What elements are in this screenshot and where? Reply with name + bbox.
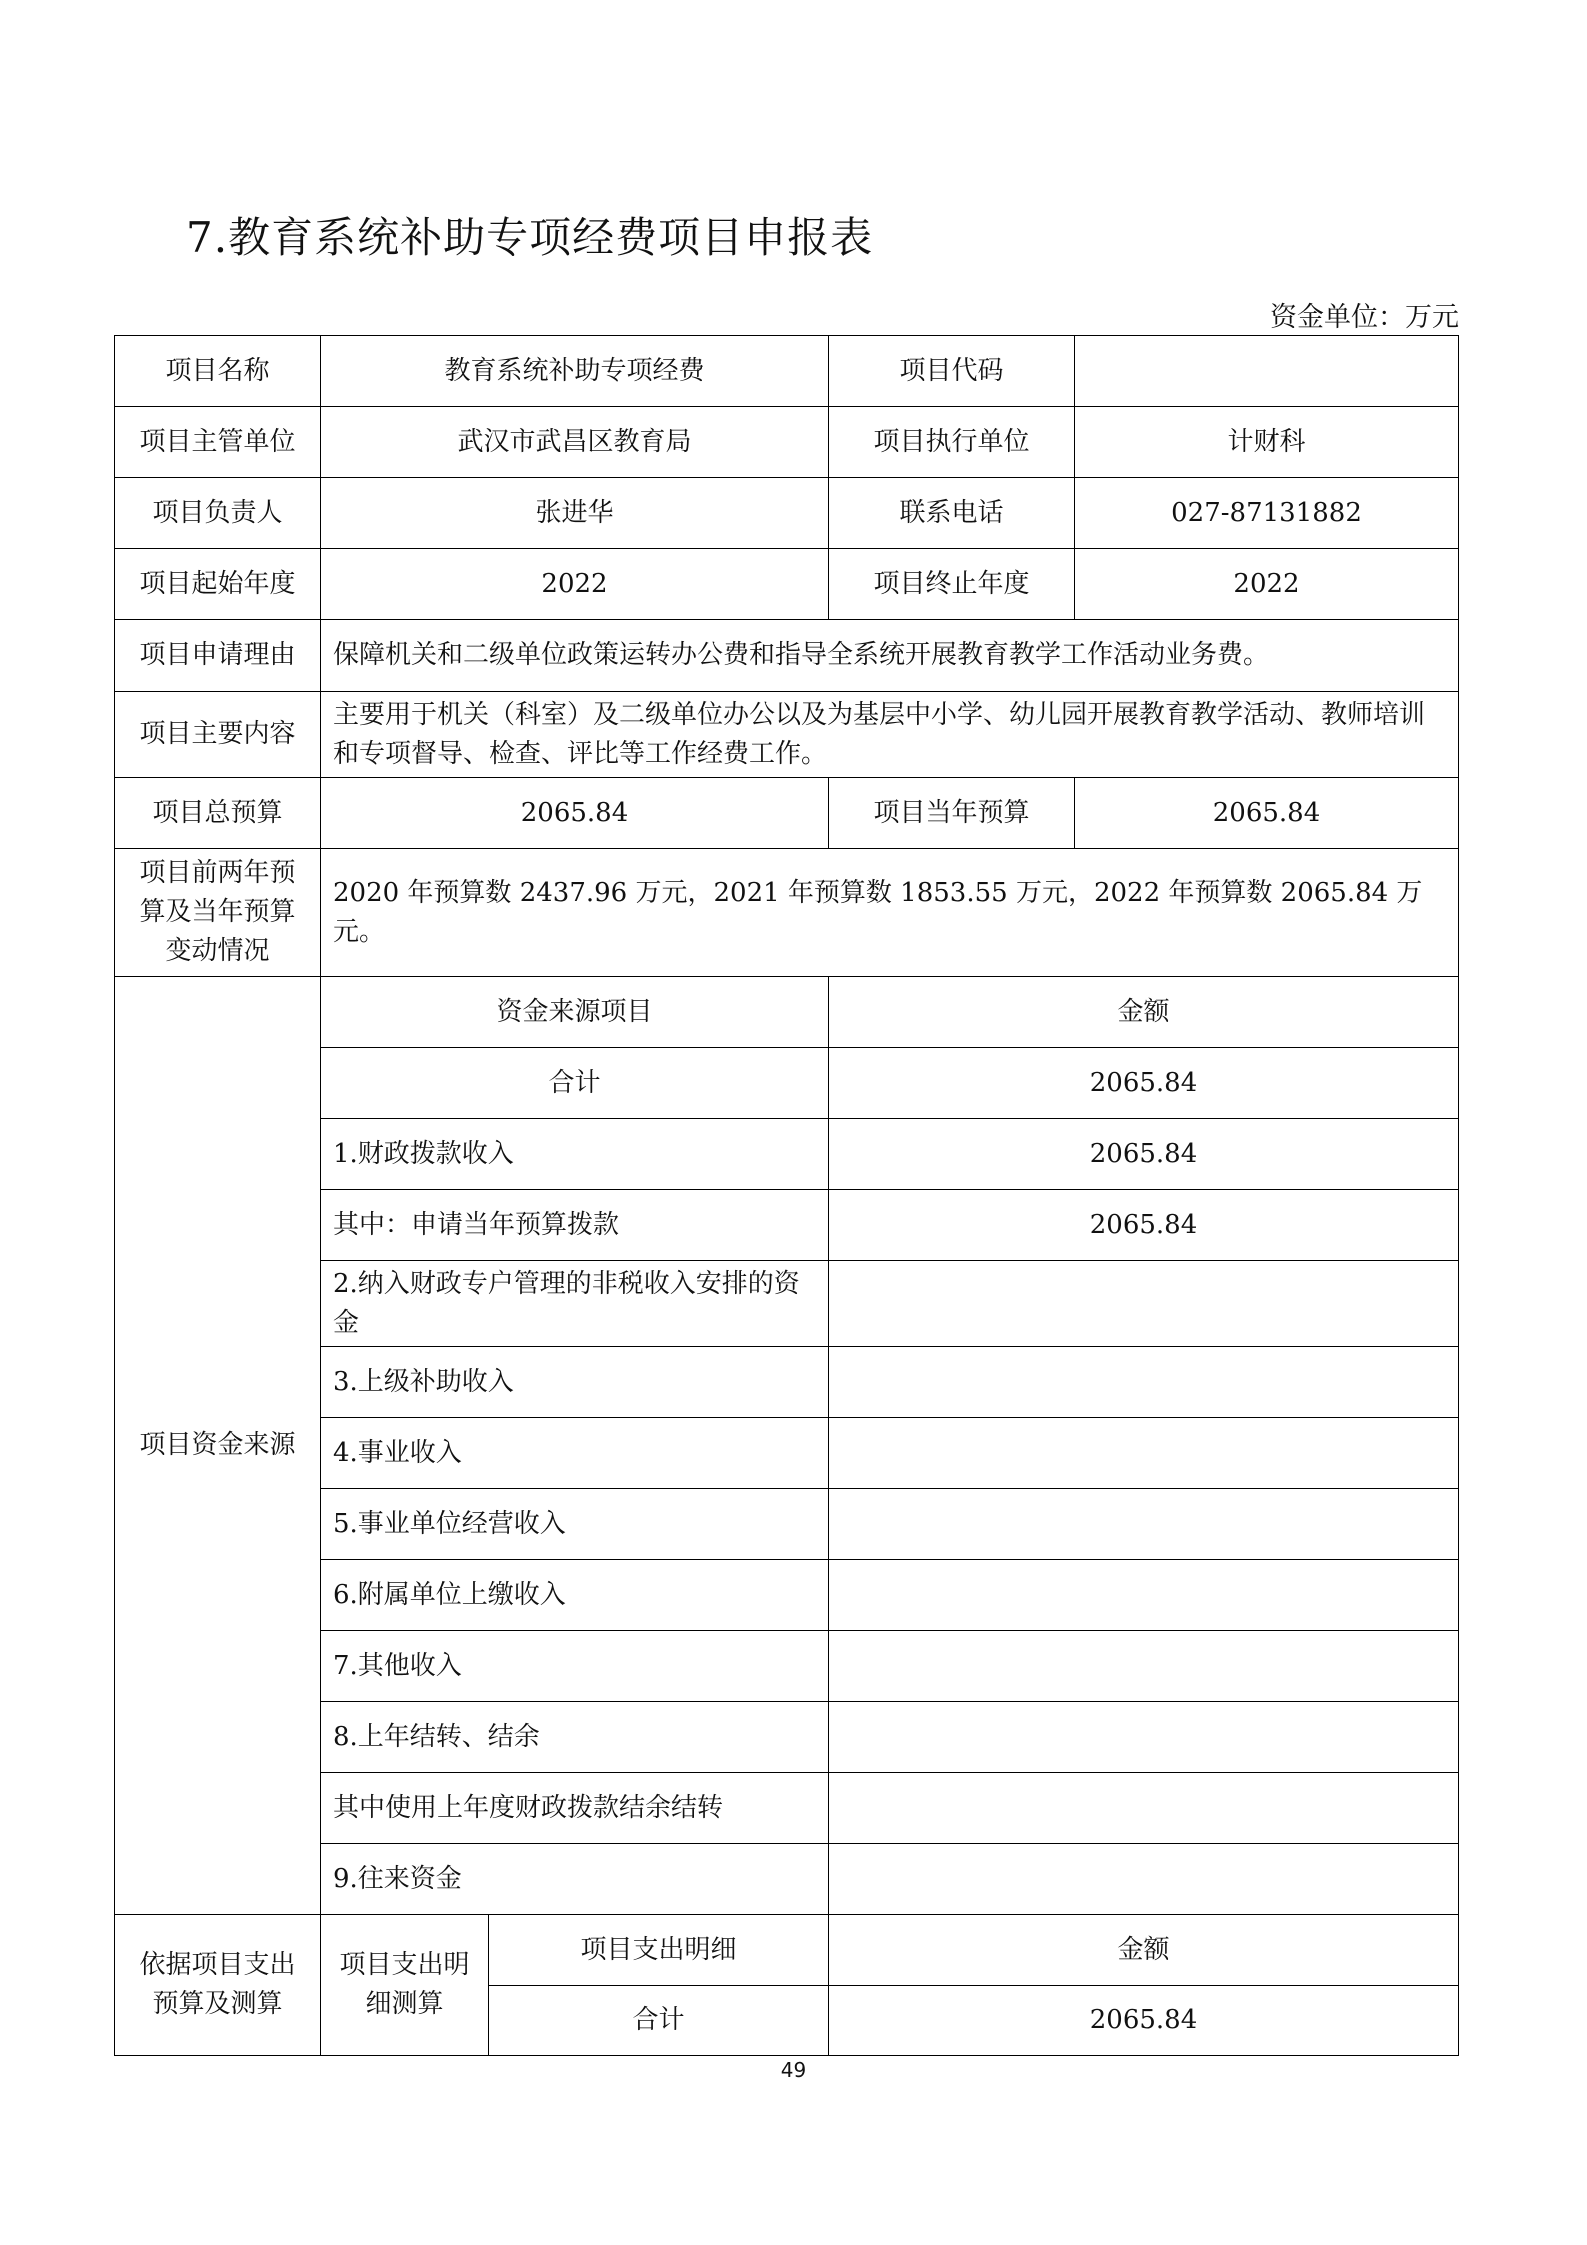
funding-header-row — [115, 977, 1459, 1048]
label-phone: 联系电话 — [829, 478, 1075, 549]
value-project-code — [1075, 336, 1459, 407]
page-title: 7.教育系统补助专项经费项目申报表 — [186, 213, 874, 262]
funding-item-name: 其中使用上年度财政拨款结余结转 — [321, 1773, 829, 1844]
label-expenditure-basis: 依据项目支出预算及测算 — [115, 1915, 321, 2056]
label-project-owner: 项目负责人 — [115, 478, 321, 549]
label-end-year: 项目终止年度 — [829, 549, 1075, 620]
funding-item-name: 6.附属单位上缴收入 — [321, 1560, 829, 1631]
funding-item-amount — [829, 1844, 1459, 1915]
expenditure-total-value: 2065.84 — [829, 1986, 1459, 2056]
funding-item-amount — [829, 1261, 1459, 1347]
label-total-budget: 项目总预算 — [115, 778, 321, 849]
funding-item-name: 8.上年结转、结余 — [321, 1702, 829, 1773]
funding-item-name: 4.事业收入 — [321, 1418, 829, 1489]
label-project-code: 项目代码 — [829, 336, 1075, 407]
label-budget-change: 项目前两年预算及当年预算变动情况 — [115, 849, 321, 977]
page-number: 49 — [780, 2058, 807, 2082]
value-supervising-unit: 武汉市武昌区教育局 — [321, 407, 829, 478]
value-project-owner: 张进华 — [321, 478, 829, 549]
funding-item-amount — [829, 1489, 1459, 1560]
row-budget-change — [115, 849, 1459, 977]
label-executing-unit: 项目执行单位 — [829, 407, 1075, 478]
funding-item-amount — [829, 1631, 1459, 1702]
funding-item-name: 3.上级补助收入 — [321, 1347, 829, 1418]
funding-item-name: 2.纳入财政专户管理的非税收入安排的资金 — [321, 1261, 829, 1347]
expenditure-total-label: 合计 — [489, 1986, 829, 2056]
row-project-name — [115, 336, 1459, 407]
funding-item-name: 5.事业单位经营收入 — [321, 1489, 829, 1560]
expenditure-col-detail: 项目支出明细 — [489, 1915, 829, 1986]
funding-item-name: 合计 — [321, 1048, 829, 1119]
row-years — [115, 549, 1459, 620]
label-year-budget: 项目当年预算 — [829, 778, 1075, 849]
row-budget — [115, 778, 1459, 849]
label-application-reason: 项目申请理由 — [115, 620, 321, 692]
funding-item-amount — [829, 1560, 1459, 1631]
project-application-form — [114, 335, 1459, 2056]
funding-item-amount — [829, 1347, 1459, 1418]
funding-item-amount — [829, 1702, 1459, 1773]
funding-item-name: 1.财政拨款收入 — [321, 1119, 829, 1190]
row-departments — [115, 407, 1459, 478]
funding-col-amount: 金额 — [829, 977, 1459, 1048]
label-funding-sources: 项目资金来源 — [115, 977, 321, 1915]
funding-item-amount: 2065.84 — [829, 1119, 1459, 1190]
row-content — [115, 692, 1459, 778]
label-main-content: 项目主要内容 — [115, 692, 321, 778]
label-start-year: 项目起始年度 — [115, 549, 321, 620]
value-total-budget: 2065.84 — [321, 778, 829, 849]
label-project-name: 项目名称 — [115, 336, 321, 407]
value-budget-change: 2020 年预算数 2437.96 万元，2021 年预算数 1853.55 万元，2022 年预算数 2065.84 万元。 — [321, 849, 1459, 977]
funding-item-amount: 2065.84 — [829, 1190, 1459, 1261]
value-year-budget: 2065.84 — [1075, 778, 1459, 849]
funding-item-amount — [829, 1418, 1459, 1489]
funding-item-name: 9.往来资金 — [321, 1844, 829, 1915]
value-end-year: 2022 — [1075, 549, 1459, 620]
label-supervising-unit: 项目主管单位 — [115, 407, 321, 478]
funding-item-name: 其中：申请当年预算拨款 — [321, 1190, 829, 1261]
expenditure-col-amount: 金额 — [829, 1915, 1459, 1986]
value-application-reason: 保障机关和二级单位政策运转办公费和指导全系统开展教育教学工作活动业务费。 — [321, 620, 1459, 692]
funding-item-name: 7.其他收入 — [321, 1631, 829, 1702]
value-phone: 027-87131882 — [1075, 478, 1459, 549]
funding-item-amount: 2065.84 — [829, 1048, 1459, 1119]
row-contact — [115, 478, 1459, 549]
row-reason — [115, 620, 1459, 692]
funding-col-source: 资金来源项目 — [321, 977, 829, 1048]
funding-item-amount — [829, 1773, 1459, 1844]
value-main-content: 主要用于机关（科室）及二级单位办公以及为基层中小学、幼儿园开展教育教学活动、教师培训和专项督导、检查、评比等工作经费工作。 — [321, 692, 1459, 778]
value-executing-unit: 计财科 — [1075, 407, 1459, 478]
label-expenditure-detail-calc: 项目支出明细测算 — [321, 1915, 489, 2056]
value-start-year: 2022 — [321, 549, 829, 620]
expenditure-header-row — [115, 1915, 1459, 1986]
currency-unit-note: 资金单位：万元 — [1270, 302, 1459, 333]
value-project-name: 教育系统补助专项经费 — [321, 336, 829, 407]
